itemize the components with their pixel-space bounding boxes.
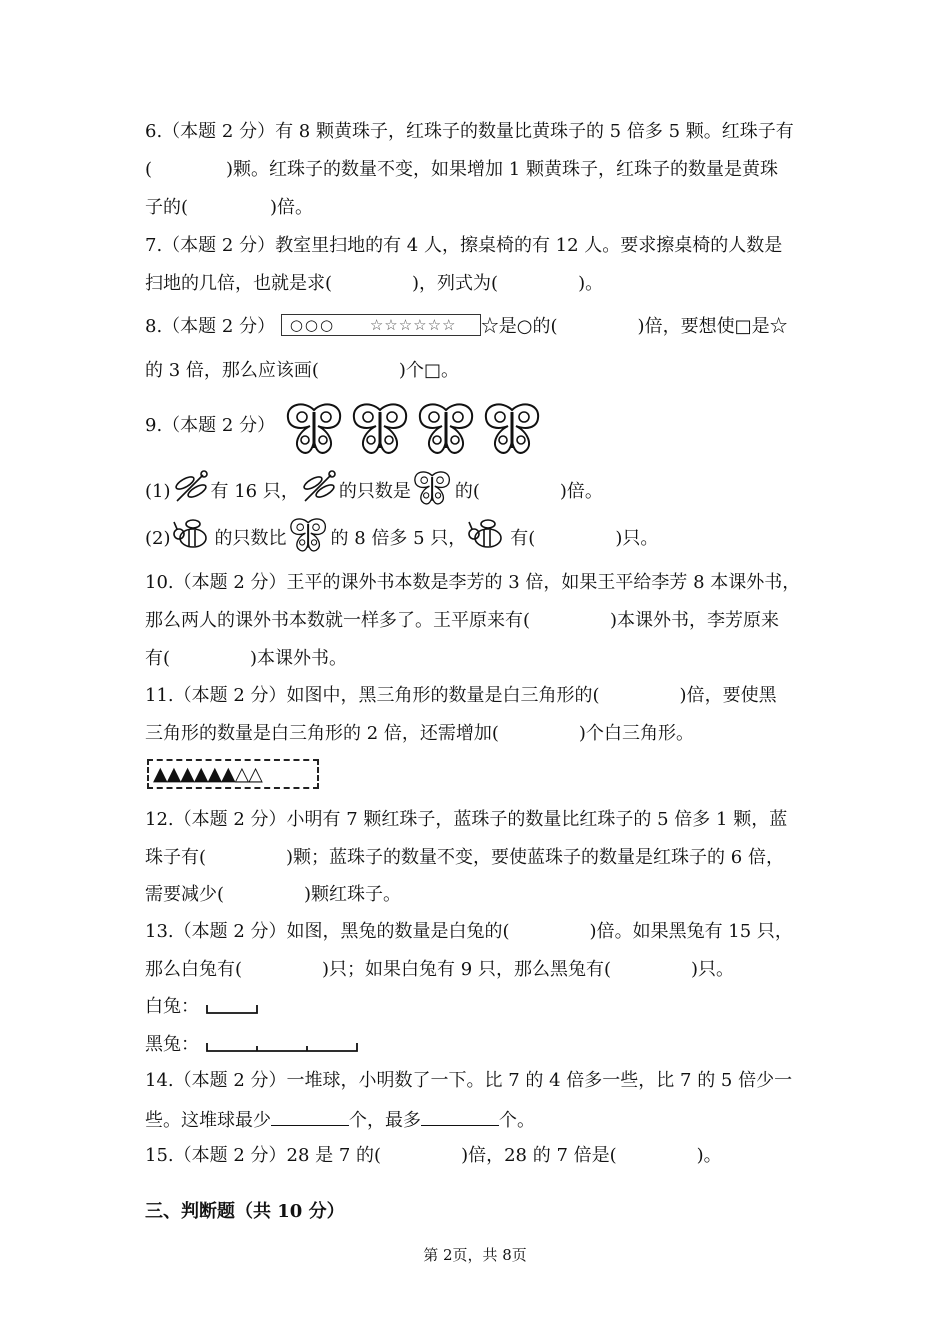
q9-butterflies-figure — [282, 400, 550, 456]
q9-prefix: 9.（本题 2 分） — [145, 415, 276, 436]
white-rabbit-label: 白兔： — [145, 996, 199, 1017]
q9-s1-label: (1) — [145, 481, 171, 502]
q8-circles: ○○○ — [289, 316, 336, 334]
q8-prefix: 8.（本题 2 分） — [145, 316, 276, 337]
dragonfly-icon — [299, 469, 339, 505]
q13-text-1a: 13.（本题 2 分）如图，黑兔的数量是白兔的( — [145, 921, 510, 942]
q7-text-2a: 扫地的几倍，也就是求( — [145, 273, 333, 294]
q15-text-1b: )倍，28 的 7 倍是( — [461, 1145, 617, 1166]
black-rabbit-label: 黑兔： — [145, 1034, 199, 1055]
q14-text-2b: 个，最多 — [349, 1110, 421, 1131]
q9-sub-2 — [145, 526, 658, 552]
q12-line-1 — [145, 808, 787, 832]
black-rabbit-segment-bar — [205, 1040, 365, 1054]
q12-text-2a: 珠子有( — [145, 847, 207, 868]
q11-triangle-figure — [147, 759, 319, 789]
q13-white-rabbit-row — [145, 995, 265, 1019]
butterfly-icon — [420, 404, 472, 452]
q8-stars: ☆☆☆☆☆☆ — [369, 316, 457, 334]
q14-text-2a: 些。这堆球最少 — [145, 1110, 271, 1131]
q12-text-2b: )颗；蓝珠子的数量不变，要使蓝珠子的数量是红珠子的 6 倍， — [286, 847, 784, 868]
page-number: 第 2页，共 8页 — [423, 1246, 527, 1264]
q11-line-1 — [145, 684, 777, 708]
q14-answer-blank-2[interactable] — [421, 1107, 499, 1126]
q13-text-2b: )只；如果白兔有 9 只，那么黑兔有( — [322, 959, 611, 980]
q9-s2-text-e: )只。 — [615, 528, 659, 549]
q8-text-1b: )倍，要想使□是☆ — [637, 316, 788, 337]
q10-line-1 — [145, 571, 800, 595]
q9-s1-text-b: 有 16 只， — [210, 481, 299, 502]
q9-s2-label: (2) — [145, 528, 171, 549]
bee-icon — [171, 516, 215, 552]
q10-line-2 — [145, 609, 779, 633]
q15-text-1a: 15.（本题 2 分）28 是 7 的( — [145, 1145, 382, 1166]
q7-line-1 — [145, 234, 782, 258]
q6-line-1 — [145, 120, 794, 144]
q8-text-2b: )个□。 — [398, 360, 459, 381]
q11-triangles: ▲▲▲▲▲▲△△ — [153, 763, 262, 785]
q9-s1-text-d: 的( — [454, 481, 480, 502]
q9-s2-text-c: 的 8 倍多 5 只， — [330, 528, 467, 549]
q8-text-1a: ☆是○的( — [480, 316, 558, 337]
q10-text-3b: )本课外书。 — [250, 648, 348, 669]
q13-text-1b: )倍。如果黑兔有 15 只， — [589, 921, 793, 942]
q7-text-2b: )，列式为( — [412, 273, 499, 294]
section-3-title: 三、判断题（共 10 分） — [145, 1201, 345, 1222]
q6-text-1: 6.（本题 2 分）有 8 颗黄珠子，红珠子的数量比黄珠子的 5 倍多 5 颗。红珠子有 — [145, 121, 794, 142]
butterfly-icon — [486, 404, 538, 452]
q14-line-1 — [145, 1069, 792, 1093]
q11-text-2a: 三角形的数量是白三角形的 2 倍，还需增加( — [145, 723, 499, 744]
butterfly-icon — [287, 516, 331, 552]
q11-line-2 — [145, 722, 694, 746]
q10-text-2a: 那么两人的课外书本数就一样多了。王平原来有( — [145, 610, 531, 631]
q13-text-2c: )只。 — [690, 959, 735, 980]
q6-text-3b: )倍。 — [270, 197, 314, 218]
q11-text-1a: 11.（本题 2 分）如图中，黑三角形的数量是白三角形的( — [145, 685, 600, 706]
q10-text-2b: )本课外书，李芳原来 — [610, 610, 780, 631]
q6-line-2 — [145, 158, 778, 182]
page-footer — [0, 1244, 950, 1265]
q14-line-2 — [145, 1107, 535, 1133]
q14-answer-blank-1[interactable] — [271, 1107, 349, 1126]
q11-text-1b: )倍，要使黑 — [679, 685, 777, 706]
q12-text-3b: )颗红珠子。 — [304, 884, 402, 905]
q11-text-2b: )个白三角形。 — [578, 723, 694, 744]
butterfly-icon — [411, 469, 455, 505]
q10-line-3 — [145, 647, 347, 671]
butterfly-icon — [354, 404, 406, 452]
q12-line-2 — [145, 846, 784, 870]
q13-black-rabbit-row — [145, 1033, 365, 1057]
bee-icon — [466, 516, 510, 552]
q12-text-1: 12.（本题 2 分）小明有 7 颗红珠子，蓝珠子的数量比红珠子的 5 倍多 1 颗，蓝 — [145, 809, 788, 830]
q9-s1-text-e: )倍。 — [559, 481, 603, 502]
q14-text-2c: 个。 — [499, 1110, 535, 1131]
q9-line-1 — [145, 414, 275, 438]
q6-text-2: )颗。红珠子的数量不变，如果增加 1 颗黄珠子，红珠子的数量是黄珠 — [226, 159, 778, 180]
q15-text-1c: )。 — [696, 1145, 722, 1166]
q9-s2-text-d: 有( — [510, 528, 536, 549]
q13-text-2a: 那么白兔有( — [145, 959, 243, 980]
white-rabbit-segment-bar — [205, 1002, 265, 1016]
q9-s1-text-c: 的只数是 — [338, 481, 411, 502]
q8-text-2a: 的 3 倍，那么应该画( — [145, 360, 319, 381]
q9-sub-1 — [145, 479, 603, 505]
q8-line-1 — [145, 315, 788, 339]
q13-line-1 — [145, 920, 793, 944]
q12-text-3a: 需要减少( — [145, 884, 225, 905]
q8-shape-box — [281, 314, 481, 336]
q6-paren-open: ( — [145, 159, 153, 180]
q9-s2-text-b: 的只数比 — [214, 528, 287, 549]
q6-text-3a: 子的( — [145, 197, 189, 218]
q6-line-3 — [145, 196, 313, 220]
dragonfly-icon — [171, 469, 211, 505]
q12-line-3 — [145, 883, 401, 907]
q7-text-1: 7.（本题 2 分）教室里扫地的有 4 人，擦桌椅的有 12 人。要求擦桌椅的人数是 — [145, 235, 783, 256]
q14-text-1: 14.（本题 2 分）一堆球，小明数了一下。比 7 的 4 倍多一些，比 7 的 5 倍少一 — [145, 1070, 793, 1091]
q10-text-3a: 有( — [145, 648, 171, 669]
butterfly-icon — [288, 404, 340, 452]
q7-text-2c: )。 — [578, 273, 604, 294]
q8-line-2 — [145, 359, 459, 383]
q10-text-1: 10.（本题 2 分）王平的课外书本数是李芳的 3 倍，如果王平给李芳 8 本课外书， — [145, 572, 801, 593]
q15-line-1 — [145, 1144, 722, 1168]
q13-line-2 — [145, 958, 734, 982]
section-3-heading — [145, 1200, 345, 1224]
q7-line-2 — [145, 272, 603, 296]
